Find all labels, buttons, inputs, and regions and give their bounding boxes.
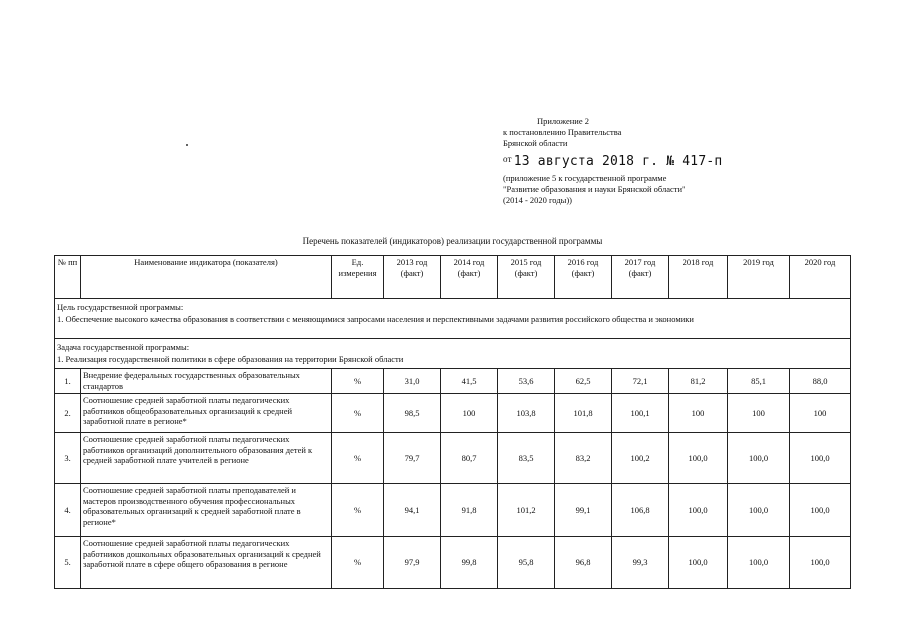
value-2013: 31,0: [384, 369, 441, 394]
value-2018: 100: [669, 394, 728, 433]
value-2016: 83,2: [555, 433, 612, 484]
value-2016: 99,1: [555, 484, 612, 537]
task-text: 1. Реализация государственной политики в сфере образования на территории Брянской области: [57, 353, 404, 364]
value-2020: 88,0: [790, 369, 851, 394]
header-no: № пп: [55, 256, 81, 299]
header-year-2016: 2016 год (факт): [555, 256, 612, 299]
row-number: 5.: [55, 537, 81, 589]
value-2020: 100: [790, 394, 851, 433]
value-2019: 100,0: [728, 433, 790, 484]
table-row: [55, 394, 851, 433]
appendix-block: [503, 116, 863, 206]
value-2020: 100,0: [790, 537, 851, 589]
table-row: [55, 537, 851, 589]
appendix-line-1: Приложение 2: [537, 116, 589, 126]
value-2015: 83,5: [498, 433, 555, 484]
unit-cell: %: [332, 537, 384, 589]
header-year-2018: 2018 год: [669, 256, 728, 299]
value-2017: 72,1: [612, 369, 669, 394]
value-2013: 79,7: [384, 433, 441, 484]
value-2014: 100: [441, 394, 498, 433]
task-cell: [55, 339, 851, 369]
indicator-name: Соотношение средней заработной платы педагогических работников общеобразовательных организаций к средней заработной плате в регионе*: [81, 394, 332, 433]
value-2016: 101,8: [555, 394, 612, 433]
table-row: [55, 369, 851, 394]
table-header-row: [55, 256, 851, 299]
value-2016: 96,8: [555, 537, 612, 589]
unit-cell: %: [332, 484, 384, 537]
header-year-2015: 2015 год (факт): [498, 256, 555, 299]
indicators-table-wrapper: [54, 255, 850, 589]
value-2013: 97,9: [384, 537, 441, 589]
value-2017: 99,3: [612, 537, 669, 589]
value-2016: 62,5: [555, 369, 612, 394]
value-2015: 95,8: [498, 537, 555, 589]
value-2015: 101,2: [498, 484, 555, 537]
value-2017: 106,8: [612, 484, 669, 537]
header-unit: Ед. измерения: [332, 256, 384, 299]
unit-cell: %: [332, 394, 384, 433]
value-2015: 53,6: [498, 369, 555, 394]
unit-cell: %: [332, 433, 384, 484]
value-2014: 41,5: [441, 369, 498, 394]
goal-title: Цель государственной программы:: [57, 302, 184, 312]
document-title: Перечень показателей (индикаторов) реализации государственной программы: [302, 236, 603, 246]
row-number: 1.: [55, 369, 81, 394]
row-number: 2.: [55, 394, 81, 433]
row-number: 4.: [55, 484, 81, 537]
appendix-line-3: Брянской области: [503, 138, 568, 148]
value-2019: 85,1: [728, 369, 790, 394]
appendix-date-line: [503, 150, 863, 171]
header-indicator-name: Наименование индикатора (показателя): [81, 256, 332, 299]
unit-cell: %: [332, 369, 384, 394]
appendix-line-6: "Развитие образования и науки Брянской области": [503, 184, 686, 194]
value-2020: 100,0: [790, 433, 851, 484]
indicator-name: Соотношение средней заработной платы педагогических работников дошкольных образовательных организаций к средней заработной плате в сфере общего образования в регионе: [81, 537, 332, 589]
appendix-line-5: (приложение 5 к государственной программе: [503, 173, 667, 183]
appendix-line-7: (2014 - 2020 годы)): [503, 195, 573, 205]
date-prefix: от: [503, 154, 512, 164]
indicator-name: Внедрение федеральных государственных образовательных стандартов: [81, 369, 332, 394]
handwritten-date: 13 августа 2018 г. № 417-п: [513, 154, 723, 169]
value-2020: 100,0: [790, 484, 851, 537]
goal-cell: [55, 299, 851, 339]
value-2014: 91,8: [441, 484, 498, 537]
table-row: [55, 433, 851, 484]
value-2018: 100,0: [669, 537, 728, 589]
value-2018: 81,2: [669, 369, 728, 394]
indicator-name: Соотношение средней заработной платы педагогических работников организаций дополнительного образования детей к средней заработной плате учителей в регионе: [81, 433, 332, 484]
row-number: 3.: [55, 433, 81, 484]
value-2014: 99,8: [441, 537, 498, 589]
indicator-name: Соотношение средней заработной платы преподавателей и мастеров производственного обучения профессиональных образовательных организаций к средней заработной плате в регионе*: [81, 484, 332, 537]
header-year-2019: 2019 год: [728, 256, 790, 299]
value-2017: 100,1: [612, 394, 669, 433]
value-2018: 100,0: [669, 433, 728, 484]
value-2013: 94,1: [384, 484, 441, 537]
value-2017: 100,2: [612, 433, 669, 484]
value-2018: 100,0: [669, 484, 728, 537]
header-year-2014: 2014 год (факт): [441, 256, 498, 299]
header-year-2020: 2020 год: [790, 256, 851, 299]
goal-row: [55, 299, 851, 339]
value-2019: 100,0: [728, 484, 790, 537]
value-2013: 98,5: [384, 394, 441, 433]
appendix-line-2: к постановлению Правительства: [503, 127, 622, 137]
value-2019: 100,0: [728, 537, 790, 589]
table-row: [55, 484, 851, 537]
goal-text: 1. Обеспечение высокого качества образования в соответствии с меняющимися запросами населения и перспективными задачами развития российского общества и экономики: [57, 313, 694, 324]
header-year-2013: 2013 год (факт): [384, 256, 441, 299]
value-2014: 80,7: [441, 433, 498, 484]
indicators-table: [54, 255, 851, 589]
value-2019: 100: [728, 394, 790, 433]
header-year-2017: 2017 год (факт): [612, 256, 669, 299]
scan-speck: [186, 144, 188, 146]
task-row: [55, 339, 851, 369]
task-title: Задача государственной программы:: [57, 342, 190, 352]
value-2015: 103,8: [498, 394, 555, 433]
